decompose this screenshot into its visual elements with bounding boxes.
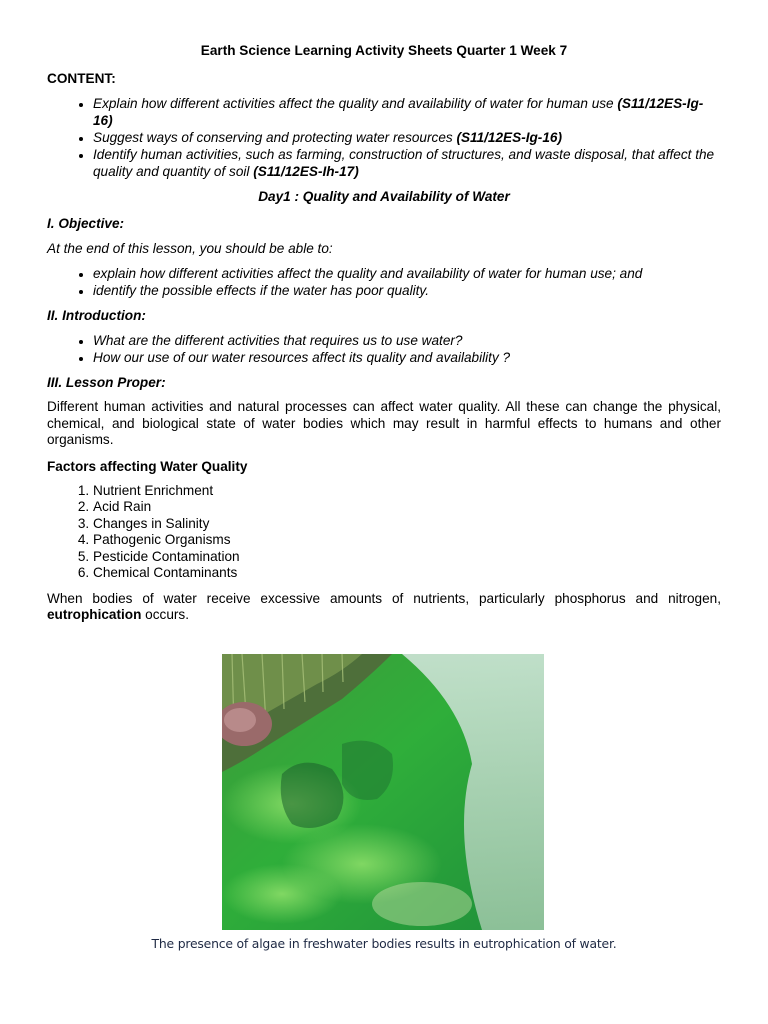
introduction-item: • What are the different activities that requires us to use water? bbox=[93, 332, 721, 349]
factor-item: 6. Chemical Contaminants bbox=[93, 565, 721, 582]
content-item: • Identify human activities, such as farming, construction of structures, and waste disposal, that affect the quality and quantity of soil (S11/12ES-Ih-17) bbox=[93, 146, 721, 180]
factors-heading: Factors affecting Water Quality bbox=[47, 458, 248, 474]
factor-item: 1. Nutrient Enrichment bbox=[93, 483, 721, 500]
objective-item: • identify the possible effects if the water has poor quality. bbox=[93, 282, 721, 299]
day-title: Day1 : Quality and Availability of Water bbox=[258, 189, 510, 204]
content-list bbox=[47, 95, 721, 180]
objective-heading: I. Objective: bbox=[47, 216, 125, 231]
objective-intro: At the end of this lesson, you should be able to: bbox=[47, 241, 333, 256]
document-page bbox=[47, 42, 721, 633]
factors-list bbox=[47, 483, 721, 582]
factor-item: 4. Pathogenic Organisms bbox=[93, 532, 721, 549]
objective-item: • explain how different activities affect the quality and availability of water for human use; and bbox=[93, 265, 721, 282]
factor-item: 2. Acid Rain bbox=[93, 499, 721, 516]
objective-list bbox=[47, 265, 721, 299]
lesson-heading: III. Lesson Proper: bbox=[47, 375, 166, 390]
eutrophication-paragraph: When bodies of water receive excessive amounts of nutrients, particularly phosphorus and nitrogen, eutrophication occurs. bbox=[47, 590, 721, 622]
introduction-list bbox=[47, 332, 721, 366]
content-item: • Explain how different activities affect the quality and availability of water for human use (S11/12ES-Ig-16) bbox=[93, 95, 721, 129]
content-label: CONTENT: bbox=[47, 71, 116, 86]
factor-item: 3. Changes in Salinity bbox=[93, 516, 721, 533]
algae-photo bbox=[222, 654, 544, 930]
introduction-heading: II. Introduction: bbox=[47, 308, 146, 323]
factor-item: 5. Pesticide Contamination bbox=[93, 549, 721, 566]
figure-caption: The presence of algae in freshwater bodies results in eutrophication of water. bbox=[151, 936, 617, 951]
page-title: Earth Science Learning Activity Sheets Quarter 1 Week 7 bbox=[200, 43, 568, 58]
introduction-item: • How our use of our water resources affect its quality and availability ? bbox=[93, 349, 721, 366]
content-item: • Suggest ways of conserving and protecting water resources (S11/12ES-Ig-16) bbox=[93, 129, 721, 146]
lesson-paragraph: Different human activities and natural processes can affect water quality. All these can change the physical, chemical, and biological state of water bodies which may result in harmful effects to humans and other organisms. bbox=[47, 399, 721, 447]
